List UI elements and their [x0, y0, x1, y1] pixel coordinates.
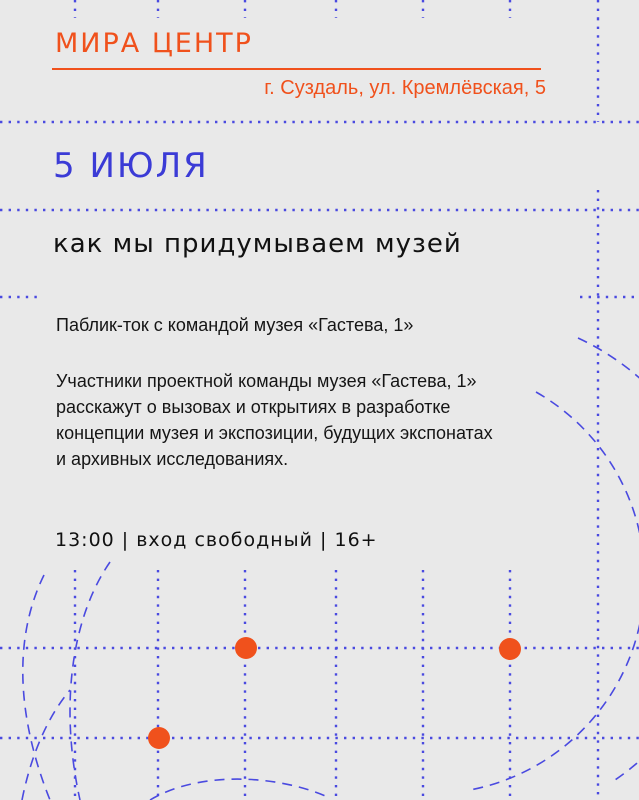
event-footer-info: 13:00 | вход свободный | 16+: [55, 529, 378, 551]
event-title: как мы придумываем музей: [53, 229, 462, 259]
event-date: 5 ИЮЛЯ: [53, 146, 209, 186]
event-address: г. Суздаль, ул. Кремлёвская, 5: [264, 77, 546, 99]
brand-underline: [52, 68, 541, 70]
event-description: Участники проектной команды музея «Гастева, 1» расскажут о вызовах и открытиях в разработке концепции музея и экспозиции, будущих экспонатах и архивных исследованиях.: [56, 371, 493, 469]
brand-logo: МИРА ЦЕНТР: [55, 28, 253, 59]
event-subtitle: Паблик-ток с командой музея «Гастева, 1»: [56, 315, 414, 335]
